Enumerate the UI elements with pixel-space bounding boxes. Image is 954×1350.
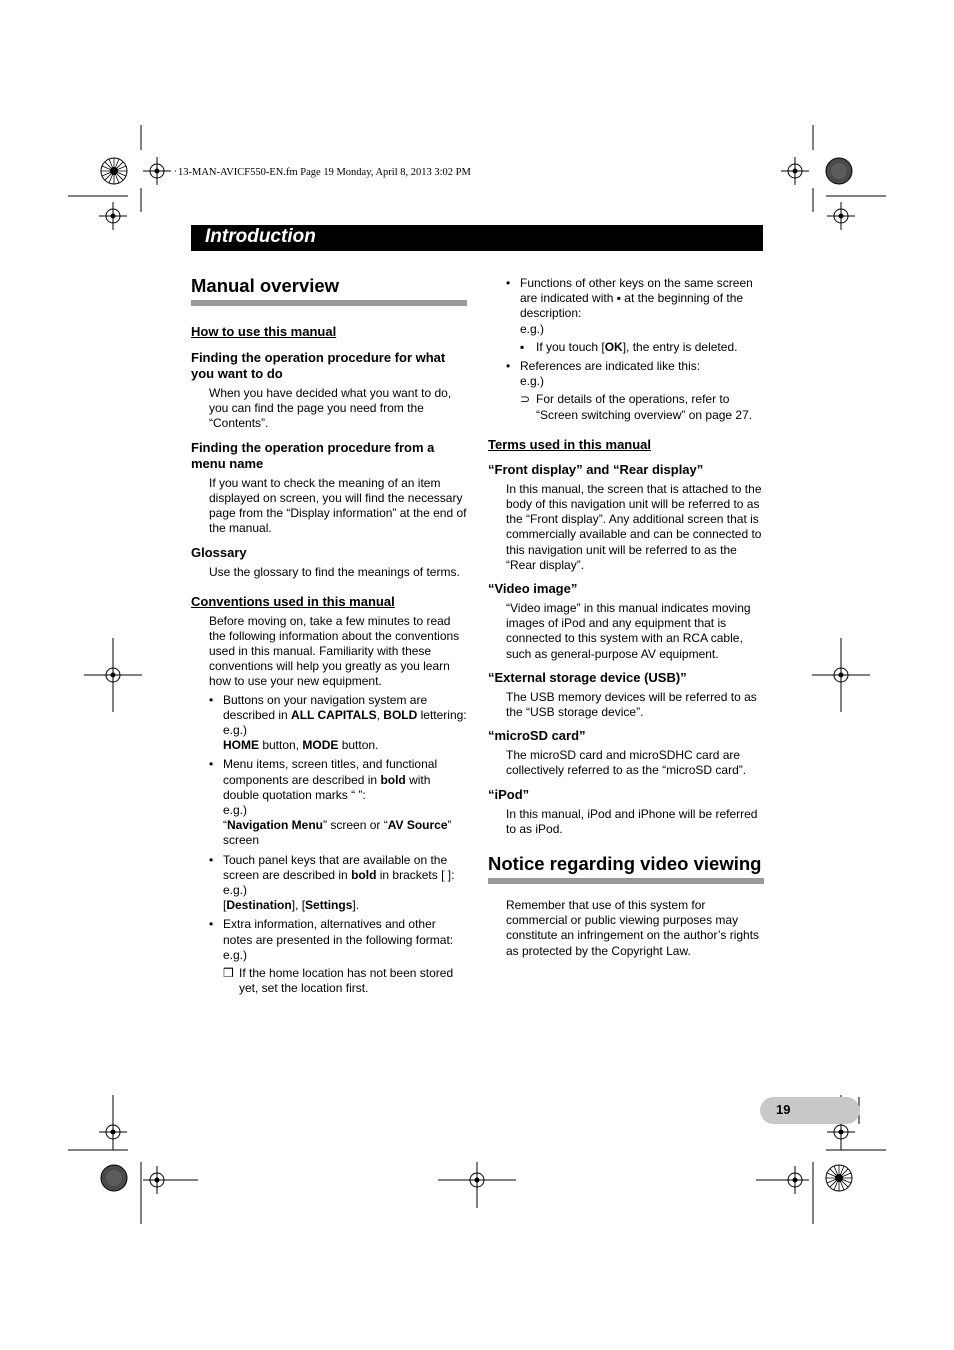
video-image-heading: “Video image” <box>488 581 578 597</box>
square-bullet-icon: ▪ <box>520 339 525 354</box>
reference-arrow-icon: ⊃ <box>520 392 531 407</box>
list-item: • References are indicated like this: e.g.) ⊃ For details of the operations, refer to “Screen switching overview” on page 27. <box>506 359 764 423</box>
usb-storage-heading: “External storage device (USB)” <box>488 669 687 685</box>
list-item: • Functions of other keys on the same screen are indicated with ▪ at the beginning of the description: e.g.) ▪ If you touch [OK], the entry is deleted. <box>506 276 764 355</box>
right-column <box>488 270 764 959</box>
section-banner <box>191 225 763 251</box>
conventions-list <box>191 693 467 997</box>
ipod-heading: “iPod” <box>488 786 530 802</box>
manual-overview-heading: Manual overview <box>191 275 467 306</box>
microsd-text: The microSD card and microSDHC card are collectively referred to as the “microSD card”. <box>506 748 747 778</box>
how-to-use-heading: How to use this manual <box>191 324 337 339</box>
note-example: ❒ If the home location has not been stored yet, set the location first. <box>223 966 454 996</box>
front-rear-display-heading: “Front display” and “Rear display” <box>488 461 704 477</box>
usb-storage-text: The USB memory devices will be referred to as the “USB storage device”. <box>506 689 757 720</box>
page-number-badge <box>760 1097 860 1124</box>
front-rear-display-text: In this manual, the screen that is attached to the body of this navigation unit will be referred to as the “Front display”. Any additional screen that is commercially available and can be connected to this navigation unit will be referred to as the “Rear display”. <box>506 481 762 572</box>
list-item: • Touch panel keys that are available on the screen are described in bold in brackets [ ]: e.g.) [Destination], [Settings]. <box>209 853 467 914</box>
terms-heading: Terms used in this manual <box>488 436 652 452</box>
page-number: 19 <box>776 1102 791 1117</box>
reference-example: ⊃ For details of the operations, refer to “Screen switching overview” on page 27. <box>520 392 753 422</box>
banner-title: Introduction <box>205 226 316 247</box>
video-image-text: “Video image” in this manual indicates moving images of iPod and any equipment that is connected to this system with an RCA cable, such as general-purpose AV equipment. <box>506 601 751 661</box>
glossary-text: Use the glossary to find the meanings of terms. <box>209 565 460 580</box>
list-item: • Extra information, alternatives and other notes are presented in the following format: e.g.) ❒ If the home location has not been stored yet, set the location first. <box>209 917 467 996</box>
conventions-list-continued <box>488 276 764 423</box>
finding-procedure-text: When you have decided what you want to do, you can find the page you need from the “Contents”. <box>209 386 452 431</box>
file-header: 13-MAN-AVICF550-EN.fm Page 19 Monday, April 8, 2013 3:02 PM <box>178 167 471 178</box>
conventions-text: Before moving on, take a few minutes to read the following information about the conventions used in this manual. Familiarity with these conventions will help you greatly as you learn how to use your new equipment. <box>209 613 460 689</box>
ipod-text: In this manual, iPod and iPhone will be referred to as iPod. <box>506 806 758 836</box>
conventions-heading: Conventions used in this manual <box>191 593 395 609</box>
checkbox-icon: ❒ <box>223 966 234 981</box>
list-item: • Buttons on your navigation system are described in ALL CAPITALS, BOLD lettering: e.g.) HOME button, MODE button. <box>209 693 467 754</box>
finding-menu-text: If you want to check the meaning of an item displayed on screen, you will find the necessary page from the “Display information” at the end of the manual. <box>209 475 467 536</box>
left-column <box>191 270 467 997</box>
finding-procedure-heading: Finding the operation procedure for what you want to do <box>191 350 446 381</box>
finding-menu-heading: Finding the operation procedure from a menu name <box>191 439 435 471</box>
microsd-heading: “microSD card” <box>488 728 586 744</box>
notice-text: Remember that use of this system for commercial or public viewing purposes may constitute an infringement on the author’s rights as protected by the Copyright Law. <box>506 898 760 958</box>
glossary-heading: Glossary <box>191 545 247 561</box>
list-item: • Menu items, screen titles, and functional components are described in bold with double quotation marks “ ”: e.g.) “Navigation Menu” screen or “AV Source” screen <box>209 757 467 848</box>
notice-heading: Notice regarding video viewing <box>488 853 764 884</box>
key-example: ▪ If you touch [OK], the entry is deleted. <box>520 339 738 354</box>
